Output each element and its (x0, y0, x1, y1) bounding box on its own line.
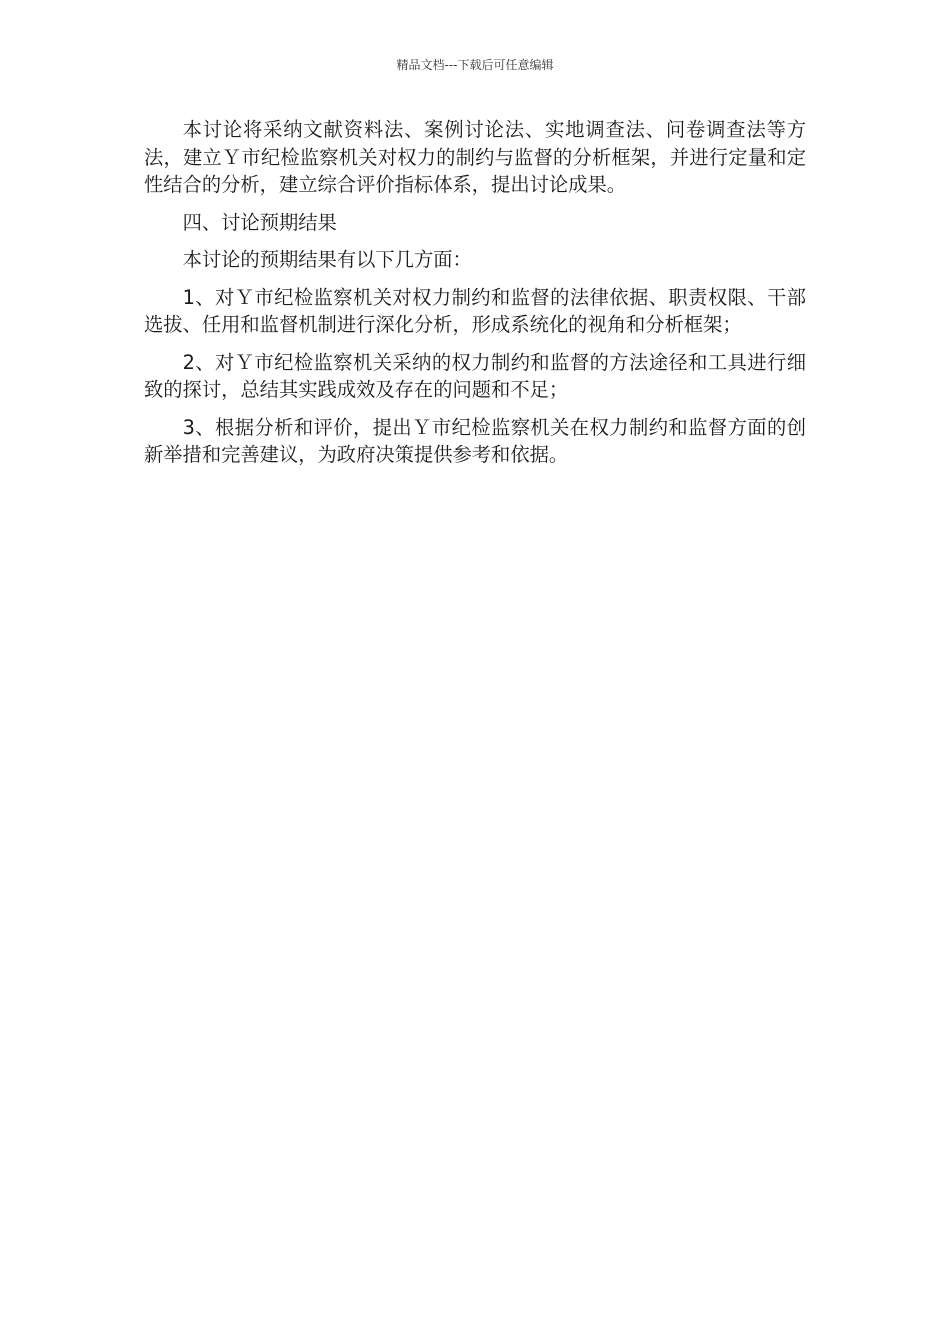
list-item-result-3: 3、根据分析和评价，提出Ｙ市纪检监察机关在权力制约和监督方面的创新举措和完善建议，为政府决策提供参考和依据。 (144, 415, 806, 466)
section-heading-expected-results: 四、讨论预期结果 (182, 210, 337, 234)
paragraph-results-intro: 本讨论的预期结果有以下几方面： (182, 248, 472, 271)
document-body (144, 116, 806, 479)
paragraph-methods: 本讨论将采纳文献资料法、案例讨论法、实地调查法、问卷调查法等方法，建立Ｙ市纪检监察机关对权力的制约与监督的分析框架，并进行定量和定性结合的分析，建立综合评价指标体系，提出讨论成果。 (144, 118, 806, 196)
page-header: 精品文档---下载后可任意编辑 (396, 58, 554, 72)
list-item-result-2: 2、对Ｙ市纪检监察机关采纳的权力制约和监督的方法途径和工具进行细致的探讨，总结其实践成效及存在的问题和不足； (144, 350, 806, 401)
list-item-result-1: 1、对Ｙ市纪检监察机关对权力制约和监督的法律依据、职责权限、干部选拔、任用和监督机制进行深化分析，形成系统化的视角和分析框架； (144, 285, 806, 336)
